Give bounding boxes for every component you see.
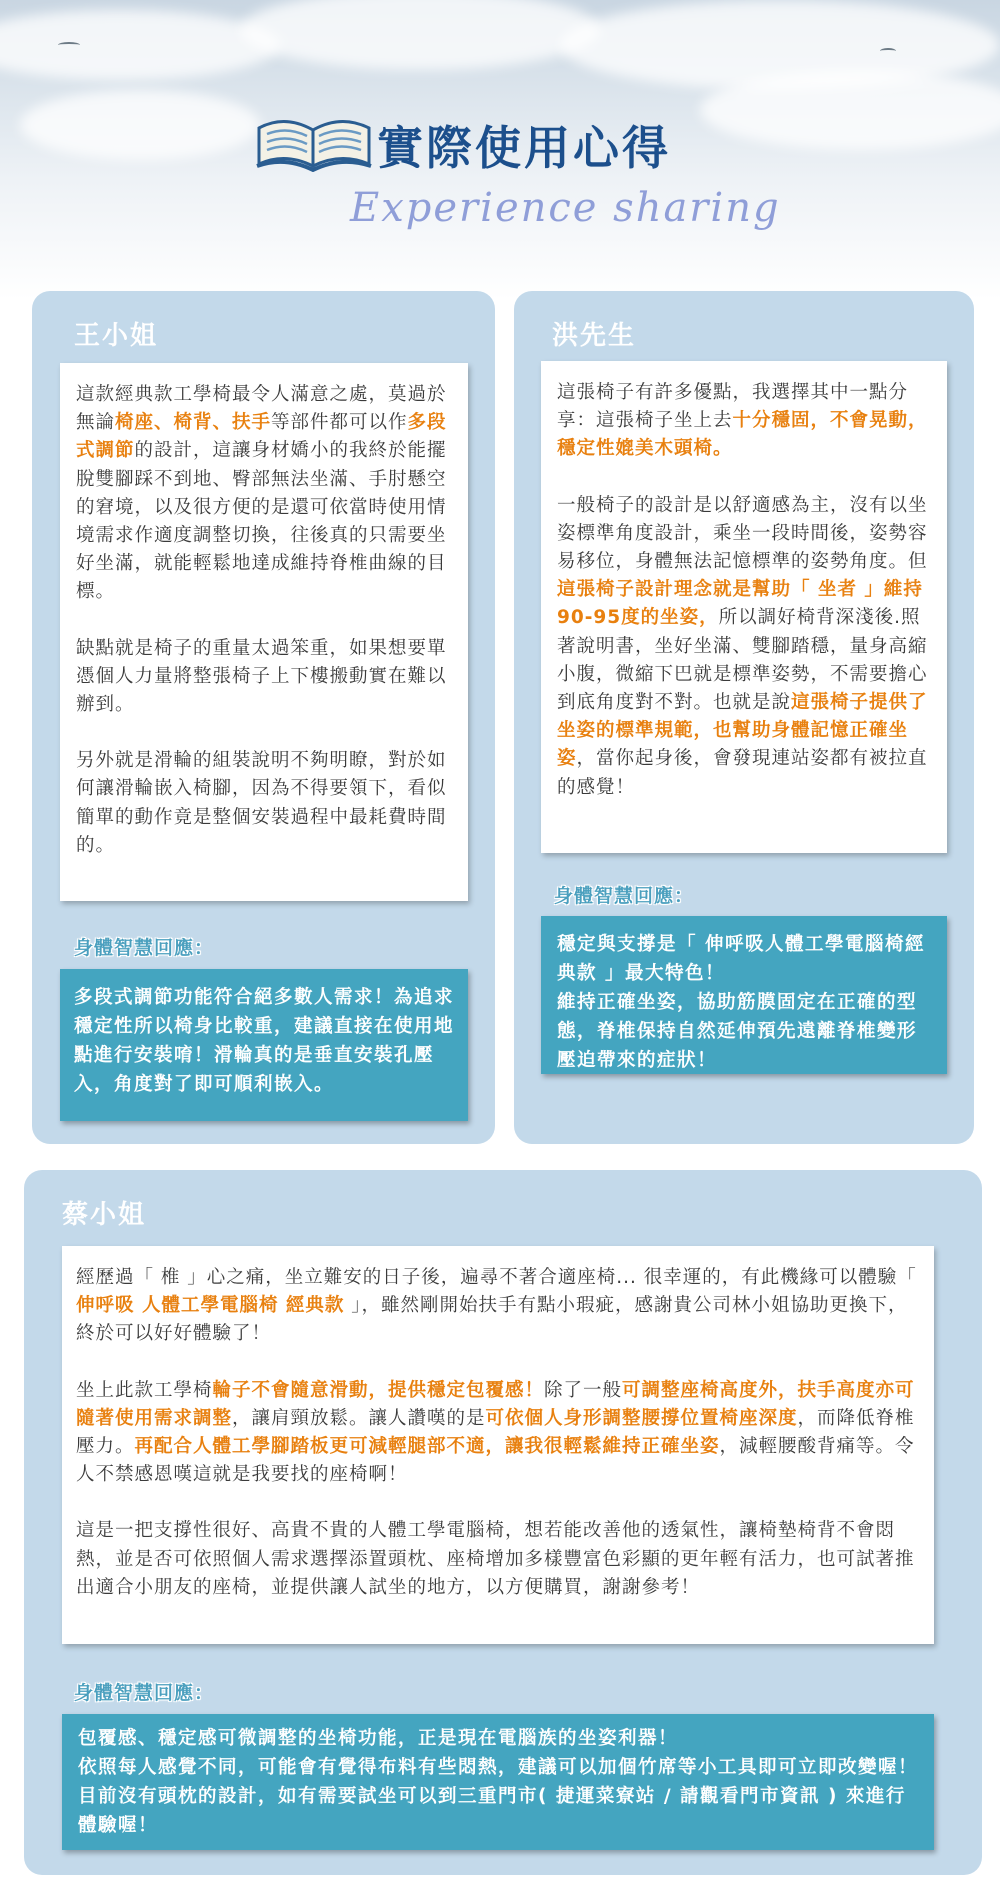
review-paragraph: 坐上此款工學椅輪子不會隨意滑動，提供穩定包覆感！除了一般可調整座椅高度外，扶手高度亦可隨著使用需求調整，讓肩頸放鬆。讓人讚嘆的是可依個人身形調整腰撐位置椅座深度，而降低脊椎壓力。再配合人體工學腳踏板更可減輕腿部不適，讓我很輕鬆維持正確坐姿，減輕腰酸背痛等。令人不禁感恩嘆這就是我要找的座椅啊！ xyxy=(76,1379,915,1486)
review-paragraph: 缺點就是椅子的重量太過笨重，如果想要單憑個人力量將整張椅子上下樓搬動實在難以辦到。 xyxy=(76,637,447,716)
review-paragraph: 這是一把支撐性很好、高貴不貴的人體工學電腦椅，想若能改善他的透氣性，讓椅墊椅背不會悶熱，並是否可依照個人需求選擇添置頭枕、座椅增加多樣豐富色彩顯的更年輕有活力，也可試著推出適合小朋友的座椅，並提供讓人試坐的地方，以方便購買，謝謝參考！ xyxy=(76,1520,915,1598)
bird-icon xyxy=(58,42,80,48)
review-paragraph: 經歷過「 椎 」心之痛，坐立難安的日子後，遍尋不著合適座椅... 很幸運的，有此機緣可以體驗「 伸呼吸 人體工學電腦椅 經典款 」，雖然剛開始扶手有點小瑕疵，感謝貴公司林小姐協助更換下，終於可以好好體驗了！ xyxy=(76,1267,917,1345)
response-label: 身體智慧回應： xyxy=(554,885,695,907)
review-paragraph: 一般椅子的設計是以舒適感為主，沒有以坐姿標準角度設計，乘坐一段時間後，姿勢容易移位，身體無法記憶標準的姿勢角度。但這張椅子設計理念就是幫助「 坐者 」維持90-95度的坐姿，所以調好椅背深淺後.照著說明書，坐好坐滿、雙腳踏穩，量身高縮小腹，微縮下巴就是標準姿勢，不需要擔心到底角度對不對。也就是說這張椅子提供了坐姿的標準規範，也幫助身體記憶正確坐姿，當你起身後，會發現連站姿都有被拉直的感覺！ xyxy=(557,494,928,798)
testimonial-card-wang xyxy=(32,291,495,1144)
review-text xyxy=(62,1246,934,1644)
testimonial-card-hung xyxy=(514,291,974,1144)
review-text xyxy=(60,363,468,901)
review-paragraph: 這款經典款工學椅最令人滿意之處，莫過於無論椅座、椅背、扶手等部件都可以作多段式調節的設計，這讓身材嬌小的我終於能擺脫雙腳踩不到地、臀部無法坐滿、手肘懸空的窘境，以及很方便的是還可依當時使用情境需求作適度調整切換，往後真的只需要坐好坐滿，就能輕鬆地達成維持脊椎曲線的目標。 xyxy=(76,384,447,603)
testimonial-card-tsai xyxy=(24,1170,982,1875)
open-book-icon xyxy=(255,108,373,172)
cloud xyxy=(0,10,280,80)
cloud xyxy=(700,70,1000,150)
page-title: 實際使用心得 xyxy=(377,121,671,175)
hero-banner xyxy=(0,0,1000,300)
response-box: 穩定與支撐是「 伸呼吸人體工學電腦椅經典款 」最大特色！ 維持正確坐姿，協助筋膜固定在正確的型態，脊椎保持自然延伸預先遠離脊椎變形壓迫帶來的症狀！ xyxy=(541,916,947,1074)
response-label: 身體智慧回應： xyxy=(74,1682,215,1704)
cloud xyxy=(240,0,600,70)
reviewer-name: 洪先生 xyxy=(552,321,637,351)
response-label: 身體智慧回應： xyxy=(74,937,215,959)
review-paragraph: 這張椅子有許多優點，我選擇其中一點分享：這張椅子坐上去十分穩固，不會晃動，穩定性媲美木頭椅。 xyxy=(557,382,928,460)
response-box: 包覆感、穩定感可微調整的坐椅功能，正是現在電腦族的坐姿利器！ 依照每人感覺不同，可能會有覺得布料有些悶熱，建議可以加個竹席等小工具即可立即改變喔！目前沒有頭枕的設計，如有需要試坐可以到三重門市( 捷運菜寮站 / 請觀看門市資訊 ) 來進行體驗喔！ xyxy=(62,1714,934,1850)
bird-icon xyxy=(880,48,896,54)
reviewer-name: 蔡小姐 xyxy=(62,1200,147,1230)
cloud xyxy=(20,90,260,160)
page-subtitle: Experience sharing xyxy=(350,185,781,231)
review-text xyxy=(541,361,947,853)
response-box: 多段式調節功能符合絕多數人需求！為追求穩定性所以椅身比較重，建議直接在使用地點進行安裝唷！滑輪真的是垂直安裝孔壓入，角度對了即可順利嵌入。 xyxy=(60,969,468,1121)
review-paragraph: 另外就是滑輪的組裝說明不夠明瞭，對於如何讓滑輪嵌入椅腳，因為不得要領下，看似簡單的動作竟是整個安裝過程中最耗費時間的。 xyxy=(76,750,447,856)
section-title xyxy=(255,108,735,178)
reviewer-name: 王小姐 xyxy=(74,321,159,351)
